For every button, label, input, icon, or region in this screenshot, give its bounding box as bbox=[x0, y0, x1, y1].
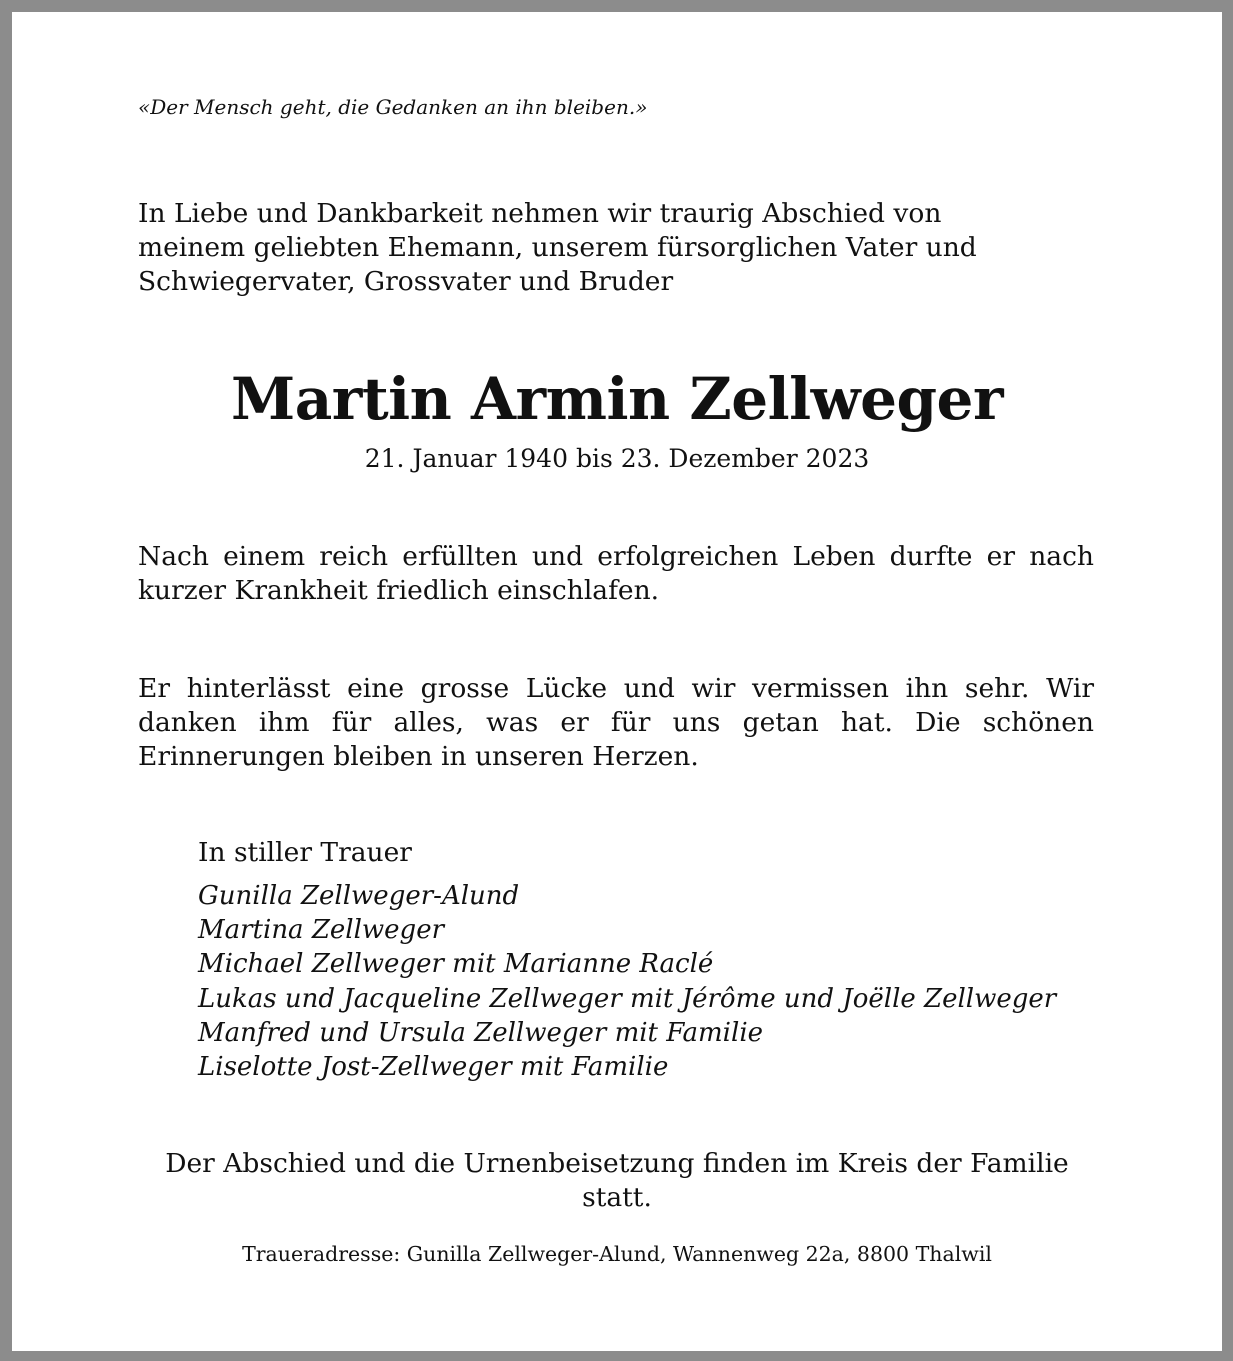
mourner-name: Martina Zellweger bbox=[198, 915, 445, 946]
mourners-list bbox=[198, 879, 1056, 1084]
motto-quote: «Der Mensch geht, die Gedanken an ihn bleiben.» bbox=[138, 95, 648, 119]
mourner-name: Gunilla Zellweger-Alund bbox=[198, 881, 520, 911]
mourner-name: Lukas und Jacqueline Zellweger mit Jérôme und Joëlle Zellweger bbox=[198, 983, 1057, 1014]
mourning-address: Traueradresse: Gunilla Zellweger-Alund, Wannenweg 22a, 8800 Thalwil bbox=[242, 1242, 992, 1266]
mourner-name: Liselotte Jost-Zellweger mit Familie bbox=[198, 1052, 669, 1083]
mourner-name: Manfred und Ursula Zellweger mit Familie bbox=[198, 1017, 764, 1048]
mourning-heading: In stiller Trauer bbox=[198, 837, 412, 868]
farewell-note: Der Abschied und die Urnenbeisetzung finden im Kreis der Familie statt. bbox=[165, 1148, 1069, 1213]
paragraph-life: Nach einem reich erfüllten und erfolgreichen Leben durfte er nach kurzer Krankheit friedlich einschlafen. bbox=[138, 541, 1094, 606]
mourner-name: Michael Zellweger mit Marianne Raclé bbox=[198, 949, 714, 980]
intro-line: Schwiegervater, Grossvater und Bruder bbox=[138, 266, 674, 297]
life-dates: 21. Januar 1940 bis 23. Dezember 2023 bbox=[364, 444, 870, 473]
intro-text bbox=[138, 197, 1094, 299]
paragraph-memories: Er hinterlässt eine grosse Lücke und wir vermissen ihn sehr. Wir danken ihm für alles, was er für uns getan hat. Die schönen Erinnerungen bleiben in unseren Herzen. bbox=[138, 673, 1094, 772]
intro-line: meinem geliebten Ehemann, unserem fürsorglichen Vater und bbox=[138, 232, 977, 263]
deceased-name: Martin Armin Zellweger bbox=[231, 365, 1003, 433]
obituary-notice bbox=[12, 12, 1222, 1351]
intro-line: In Liebe und Dankbarkeit nehmen wir traurig Abschied von bbox=[138, 198, 942, 229]
